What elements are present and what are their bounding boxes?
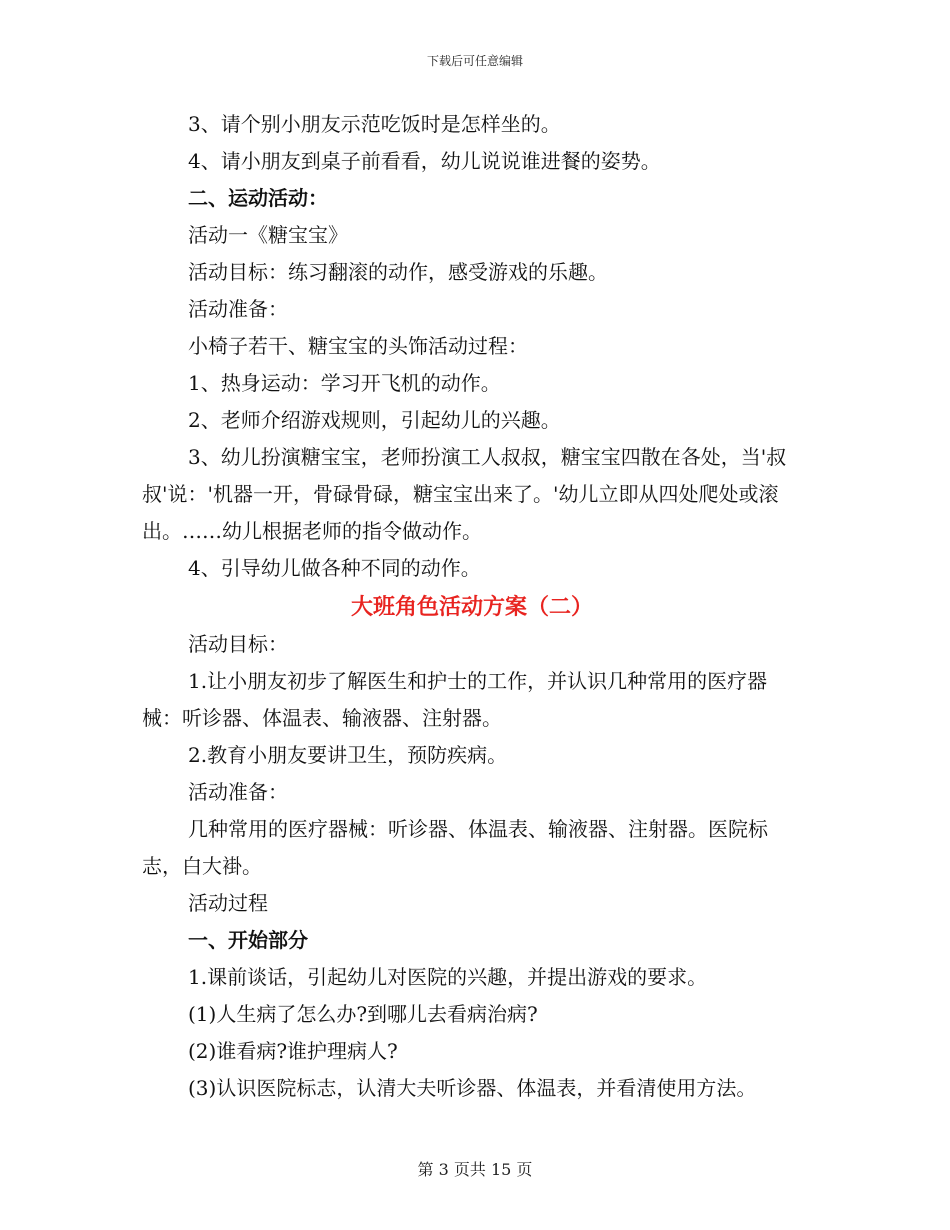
heading-start-part: 一、开始部分 bbox=[188, 928, 308, 952]
paragraph-goal-heading: 活动目标： bbox=[188, 632, 288, 656]
document-body bbox=[142, 106, 802, 1107]
paragraph-process-heading: 活动过程 bbox=[188, 891, 268, 915]
section-title: 大班角色活动方案（二） bbox=[350, 594, 593, 620]
paragraph-materials: 小椅子若干、糖宝宝的头饰活动过程： bbox=[188, 334, 528, 358]
paragraph-roleplay: 3、幼儿扮演糖宝宝，老师扮演工人叔叔，糖宝宝四散在各处，当'叔叔'说：'机器一开，骨碌骨碌，糖宝宝出来了。'幼儿立即从四处爬处或滚出。……幼儿根据老师的指令做动作。 bbox=[142, 445, 787, 543]
paragraph-activity-goal: 活动目标：练习翻滚的动作，感受游戏的乐趣。 bbox=[188, 260, 608, 284]
page-footer: 第 3 页共 15 页 bbox=[417, 1160, 533, 1179]
heading-sport-activity: 二、运动活动： bbox=[188, 186, 328, 210]
paragraph-activity-prep: 活动准备： bbox=[188, 297, 288, 321]
paragraph-question-2: (2)谁看病?谁护理病人? bbox=[188, 1039, 398, 1063]
paragraph-activity-one: 活动一《糖宝宝》 bbox=[188, 223, 348, 247]
paragraph-goal-2: 2.教育小朋友要讲卫生，预防疾病。 bbox=[188, 743, 508, 767]
paragraph-talk: 1.课前谈话，引起幼儿对医院的兴趣，并提出游戏的要求。 bbox=[188, 965, 708, 989]
page-header: 下载后可任意编辑 bbox=[426, 54, 523, 68]
paragraph-question-1: (1)人生病了怎么办?到哪儿去看病治病? bbox=[188, 1002, 538, 1026]
paragraph-prep-items: 几种常用的医疗器械：听诊器、体温表、输液器、注射器。医院标志，白大褂。 bbox=[142, 817, 768, 878]
paragraph-question-3: (3)认识医院标志，认清大夫听诊器、体温表，并看清使用方法。 bbox=[188, 1076, 757, 1100]
paragraph-goal-1: 1.让小朋友初步了解医生和护士的工作，并认识几种常用的医疗器械：听诊器、体温表、输液器、注射器。 bbox=[142, 669, 768, 730]
paragraph-prep-heading: 活动准备： bbox=[188, 780, 288, 804]
paragraph-step-4: 4、请小朋友到桌子前看看，幼儿说说谁进餐的姿势。 bbox=[188, 149, 661, 173]
paragraph-step-3: 3、请个别小朋友示范吃饭时是怎样坐的。 bbox=[188, 112, 561, 136]
paragraph-warmup: 1、热身运动：学习开飞机的动作。 bbox=[188, 371, 501, 395]
paragraph-rules: 2、老师介绍游戏规则，引起幼儿的兴趣。 bbox=[188, 408, 561, 432]
paragraph-guide: 4、引导幼儿做各种不同的动作。 bbox=[188, 556, 481, 580]
